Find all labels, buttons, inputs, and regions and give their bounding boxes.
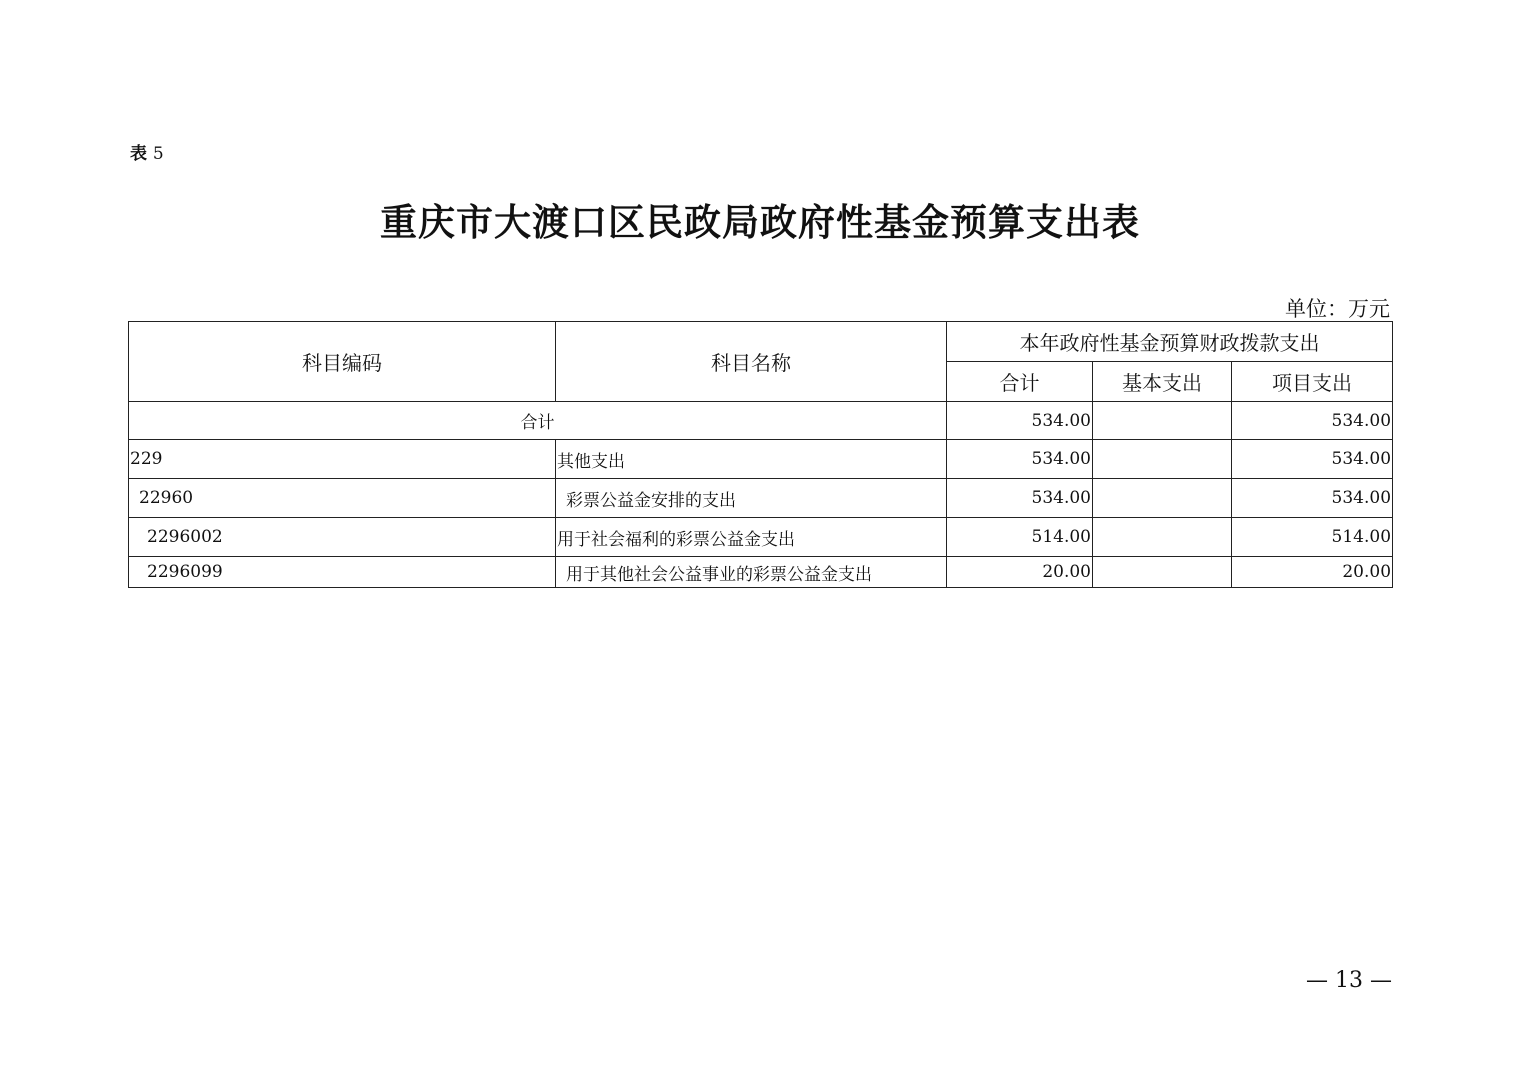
cell-total: 20.00 — [947, 557, 1093, 588]
cell-name: 其他支出 — [556, 440, 947, 479]
cell-total: 534.00 — [947, 440, 1093, 479]
column-group-header: 本年政府性基金预算财政拨款支出 — [947, 322, 1393, 362]
total-row — [129, 402, 1393, 440]
cell-basic — [1093, 479, 1232, 518]
total-row-total: 534.00 — [947, 402, 1093, 440]
cell-project: 534.00 — [1232, 479, 1393, 518]
table-row — [129, 440, 1393, 479]
table-row — [129, 518, 1393, 557]
total-row-project: 534.00 — [1232, 402, 1393, 440]
table-header — [129, 322, 1393, 402]
column-header-basic: 基本支出 — [1093, 362, 1232, 402]
cell-basic — [1093, 557, 1232, 588]
table-number-value: 5 — [152, 144, 164, 164]
total-row-label: 合计 — [129, 402, 947, 440]
cell-code: 2296002 — [129, 518, 556, 557]
column-header-name: 科目名称 — [556, 322, 947, 402]
cell-project: 20.00 — [1232, 557, 1393, 588]
cell-project: 514.00 — [1232, 518, 1393, 557]
table-number-label — [130, 139, 164, 164]
cell-code: 22960 — [129, 479, 556, 518]
cell-total: 534.00 — [947, 479, 1093, 518]
header-row-1 — [129, 322, 1393, 362]
table-label-text: 表 — [130, 144, 147, 164]
budget-table — [128, 321, 1393, 588]
cell-code: 2296099 — [129, 557, 556, 588]
column-header-total: 合计 — [947, 362, 1093, 402]
cell-project: 534.00 — [1232, 440, 1393, 479]
total-row-basic — [1093, 402, 1232, 440]
document-title: 重庆市大渡口区民政局政府性基金预算支出表 — [380, 201, 1140, 244]
cell-basic — [1093, 518, 1232, 557]
table-row — [129, 557, 1393, 588]
column-header-code: 科目编码 — [129, 322, 556, 402]
table-row — [129, 479, 1393, 518]
page-number: — 13 — — [1306, 968, 1392, 993]
unit-label: 单位：万元 — [1285, 297, 1390, 321]
column-header-project: 项目支出 — [1232, 362, 1393, 402]
cell-name: 彩票公益金安排的支出 — [556, 479, 947, 518]
cell-basic — [1093, 440, 1232, 479]
cell-name: 用于社会福利的彩票公益金支出 — [556, 518, 947, 557]
table-body — [129, 402, 1393, 588]
cell-total: 514.00 — [947, 518, 1093, 557]
cell-name: 用于其他社会公益事业的彩票公益金支出 — [556, 557, 947, 588]
cell-code: 229 — [129, 440, 556, 479]
